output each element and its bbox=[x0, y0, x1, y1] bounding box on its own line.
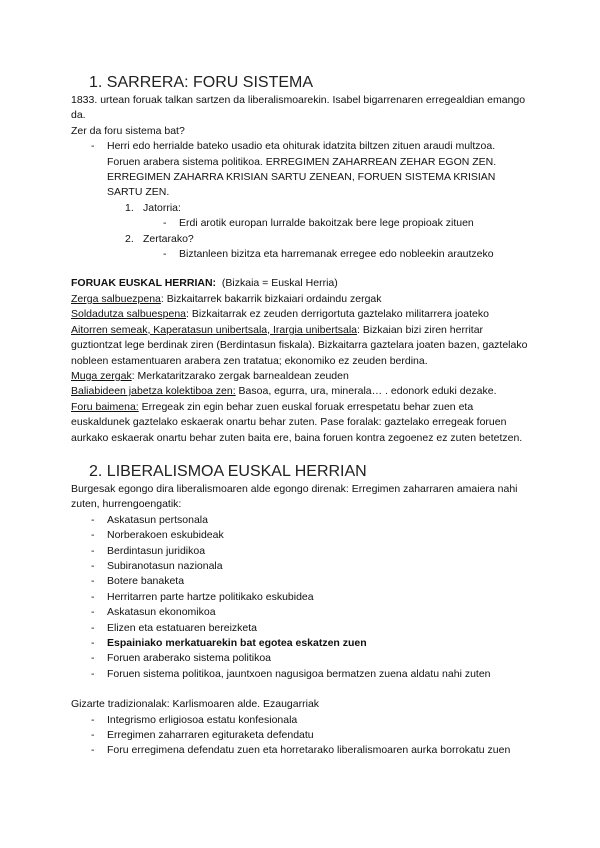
section-1-intro: 1833. urtean foruak talkan sartzen da liberalismoarekin. Isabel bigarrenaren erregealdian emango da. bbox=[71, 94, 526, 122]
sub-item-number: 1. bbox=[125, 201, 134, 214]
foruak-heading: FORUAK EUSKAL HERRIAN: bbox=[71, 277, 217, 290]
sub-item-label: Jatorria: bbox=[143, 201, 181, 214]
sub-item-jatorria bbox=[71, 201, 531, 216]
list-item: - Norberakoen eskubideak bbox=[71, 528, 531, 543]
list-item-bold bbox=[71, 636, 531, 651]
document-page bbox=[71, 0, 531, 759]
foruak-term: Aitorren semeak, Kaperatasun unibertsala, Irargia unibertsala bbox=[71, 323, 357, 336]
foruak-text: : Bizkaian bizi ziren herritar guztiontzat lege berdinak ziren (Berdintasun fiskala). Bizkaitarra gaztelara joaten bazen, gaztelako nobleen estamentuaren arabera zen tratatua; ekonomiko ez zeuden berdina. bbox=[71, 323, 528, 367]
foruak-term: Muga zergak bbox=[71, 369, 132, 382]
list-item: - Erregimen zaharraren egituraketa defendatu bbox=[71, 728, 531, 743]
sub-detail: - Biztanleen bizitza eta harremanak erregee edo nobleekin arautzeko bbox=[71, 247, 531, 262]
foruak-term: Baliabideen jabetza kolektiboa zen: bbox=[71, 385, 236, 398]
list-item: - Botere banaketa bbox=[71, 574, 531, 589]
foruak-item bbox=[71, 323, 531, 369]
list-item: - Berdintasun juridikoa bbox=[71, 544, 531, 559]
foruak-text: Erregeak zin egin behar zuen euskal foruak errespetatu behar zuen eta euskaldunek gaztelako eskaerak onartu behar zuten. Pase foralak: gaztelako erregeak foruen aurkako eskaerak onartu behar zuten baita ere, baina foruen kontra zegoenez ez zuten betetzen. bbox=[71, 400, 523, 444]
list-item: - Integrismo erligiosoa estatu konfesionala bbox=[71, 713, 531, 728]
list-item: - Foruen araberako sistema politikoa bbox=[71, 651, 531, 666]
section-1-sublist bbox=[71, 232, 531, 247]
bold-text: Espainiako merkatuarekin bat egotea eskatzen zuen bbox=[107, 637, 367, 649]
foruak-item bbox=[71, 307, 531, 322]
foruak-item bbox=[71, 369, 531, 384]
foruak-term: Soldadutza salbuespena bbox=[71, 308, 187, 321]
section-1-question: Zer da foru sistema bat? bbox=[71, 124, 185, 137]
section-2-title: 2. LIBERALISMOA EUSKAL HERRIAN bbox=[89, 462, 367, 480]
foruak-heading-line bbox=[71, 276, 531, 291]
foruak-text: : Merkataritzarako zergak barnealdean zeuden bbox=[131, 369, 349, 382]
gizarte-intro: Gizarte tradizionalak: Karlismoaren alde. Ezaugarriak bbox=[71, 698, 320, 711]
foruak-text: : Bizkaitarrak ez zeuden derrigortuta gaztelako militarrera joateko bbox=[186, 308, 489, 321]
gizarte-list bbox=[71, 713, 531, 759]
foruak-heading-note: (Bizkaia = Euskal Herria) bbox=[221, 277, 338, 290]
list-item: - Subiranotasun nazionala bbox=[71, 559, 531, 574]
section-2-intro: Burgesak egongo dira liberalismoaren alde egongo direnak: Erregimen zaharraren amaiera nahi zuten, hurrengoengatik: bbox=[71, 482, 518, 511]
list-item: - Askatasun pertsonala bbox=[71, 513, 531, 528]
foruak-term: Foru baimena: bbox=[71, 400, 139, 413]
sub-item-label: Zertarako? bbox=[143, 232, 194, 245]
list-item: - Foru erregimena defendatu zuen eta horretarako liberalismoaren aurka borrokatu zuen bbox=[71, 743, 531, 758]
foruak-term: Zerga salbuezpena bbox=[71, 292, 161, 305]
foruak-item bbox=[71, 292, 531, 307]
sub-item-number: 2. bbox=[125, 232, 134, 245]
list-item: - Askatasun ekonomikoa bbox=[71, 605, 531, 620]
section-1-subsublist bbox=[71, 216, 531, 231]
sub-detail: - Erdi arotik europan lurralde bakoitzak bere lege propioak zituen bbox=[71, 216, 531, 231]
section-1-list bbox=[71, 139, 531, 201]
list-item: - Herritarren parte hartze politikako eskubidea bbox=[71, 590, 531, 605]
list-item: - Elizen eta estatuaren bereizketa bbox=[71, 621, 531, 636]
sub-item-zertarako bbox=[71, 232, 531, 247]
section-2-list bbox=[71, 513, 531, 682]
foruak-item bbox=[71, 384, 531, 399]
section-1-sublist bbox=[71, 201, 531, 216]
foruak-text: : Bizkaitarrek bakarrik bizkaiari ordaindu zergak bbox=[160, 292, 382, 305]
list-item: - Foruen sistema politikoa, jauntxoen nagusigoa bermatzen zuena aldatu nahi zuten bbox=[71, 667, 531, 682]
foruak-item bbox=[71, 400, 531, 446]
section-1-title: 1. SARRERA: FORU SISTEMA bbox=[89, 74, 314, 91]
list-item: - Herri edo herrialde bateko usadio eta ohiturak idatzita biltzen zituen araudi multzoa. Foruen arabera sistema politikoa. ERREGIMEN ZAHARREAN ZEHAR EGON ZEN. ERREGIMEN ZAHARRA KRISIAN SARTU ZENEAN, FORUEN SISTEMA KRISIAN SARTU ZEN. bbox=[71, 139, 531, 201]
section-1-subsublist bbox=[71, 247, 531, 262]
foruak-text: Basoa, egurra, ura, minerala… . edonork eduki dezake. bbox=[235, 385, 497, 398]
